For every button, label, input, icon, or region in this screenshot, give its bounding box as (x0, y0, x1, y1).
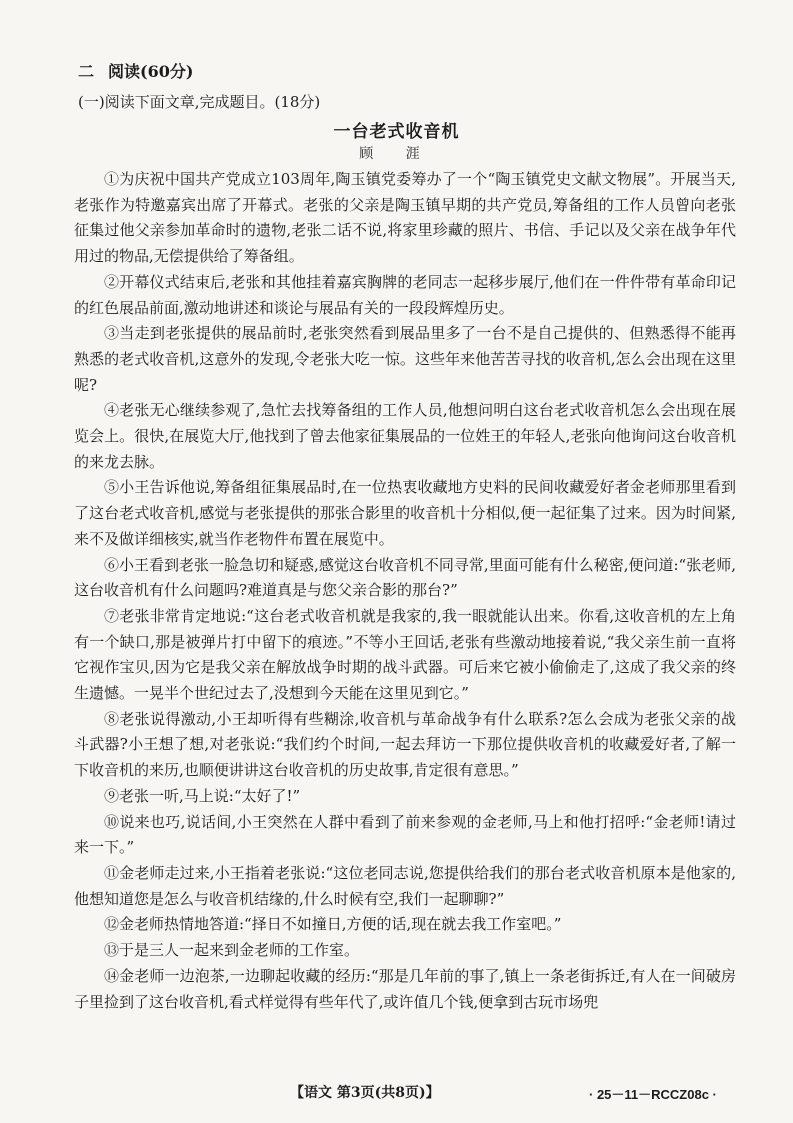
paragraph-2: ②开幕仪式结束后,老张和其他挂着嘉宾胸牌的老同志一起移步展厅,他们在一件件带有革命印记的红色展品前面,激动地讲述和谈论与展品有关的一段段辉煌历史。 (74, 272, 736, 317)
page-number-label: 【语文 第3页(共8页)】 (290, 1085, 440, 1101)
subsection-instruction: (一)阅读下面文章,完成题目。(18分) (78, 93, 321, 111)
paragraph-9: ⑨老张一听,马上说:“太好了!” (104, 786, 301, 805)
article-body (74, 167, 736, 1015)
paragraph-8: ⑧老张说得激动,小王却听得有些糊涂,收音机与革命战争有什么联系?怎么会成为老张父亲的战斗武器?小王想了想,对老张说:“我们约个时间,一起去拜访一下那位提供收音机的收藏爱好者,了解一下收音机的来历,也顺便讲讲这台收音机的历史故事,肯定很有意思。” (74, 709, 736, 780)
paragraph-14: ⑭金老师一边泡茶,一边聊起收藏的经历:“那是几年前的事了,镇上一条老街拆迁,有人在一间破房子里捡到了这台收音机,看式样觉得有些年代了,或许值几个钱,便拿到古玩市场兜 (74, 966, 736, 1011)
section-number: 二 (78, 62, 95, 81)
paragraph-12: ⑫金老师热情地答道:“择日不如撞日,方便的话,现在就去我工作室吧。” (104, 915, 562, 934)
section-heading (78, 59, 193, 82)
paragraph-7: ⑦老张非常肯定地说:“这台老式收音机就是我家的,我一眼就能认出来。你看,这收音机的左上角有一个缺口,那是被弹片打中留下的痕迹。”不等小王回话,老张有些激动地接着说,“我父亲生前一直将它视作宝贝,因为它是我父亲在解放战争时期的战斗武器。可后来它被小偷偷走了,这成了我父亲的终生遗憾。一晃半个世纪过去了,没想到今天能在这里见到它。” (74, 606, 736, 703)
section-title: 阅读(60分) (108, 62, 194, 81)
paragraph-4: ④老张无心继续参观了,急忙去找筹备组的工作人员,他想问明白这台老式收音机怎么会出现在展览会上。很快,在展览大厅,他找到了曾去他家征集展品的一位姓王的年轻人,老张向他询问这台收音机的来龙去脉。 (74, 401, 736, 471)
paragraph-5: ⑤小王告诉他说,筹备组征集展品时,在一位热衷收藏地方史料的民间收藏爱好者金老师那里看到了这台老式收音机,感觉与老张提供的那张合影里的收音机十分相似,便一起征集了过来。因为时间紧,来不及做详细核实,就当作老物件布置在展览中。 (74, 478, 736, 548)
paragraph-6: ⑥小王看到老张一脸急切和疑惑,感觉这台收音机不同寻常,里面可能有什么秘密,便问道:“张老师,这台收音机有什么问题吗?难道真是与您父亲合影的那台?” (74, 555, 736, 600)
paragraph-1: ①为庆祝中国共产党成立103周年,陶玉镇党委筹办了一个“陶玉镇党史文献文物展”。开展当天,老张作为特邀嘉宾出席了开幕式。老张的父亲是陶玉镇早期的共产党员,筹备组的工作人员曾向老张征集过他父亲参加革命时的遗物,老张二话不说,将家里珍藏的照片、书信、手记以及父亲在战争年代用过的物品,无偿提供给了筹备组。 (74, 170, 736, 266)
article-author: 顾 涯 (359, 146, 434, 162)
article-title: 一台老式收音机 (333, 122, 460, 142)
paragraph-3: ③当走到老张提供的展品前时,老张突然看到展品里多了一台不是自己提供的、但熟悉得不能再熟悉的老式收音机,这意外的发现,令老张大吃一惊。这些年来他苦苦寻找的收音机,怎么会出现在这里呢? (74, 324, 736, 394)
paragraph-11: ⑪金老师走过来,小王指着老张说:“这位老同志说,您提供给我们的那台老式收音机原本是他家的,他想知道您是怎么与收音机结缘的,什么时候有空,我们一起聊聊?” (74, 863, 736, 908)
paragraph-10: ⑩说来也巧,说话间,小王突然在人群中看到了前来参观的金老师,马上和他打招呼:“金老师!请过来一下。” (74, 812, 736, 857)
exam-code-text: · 25－11－RCCZ08c · (589, 1087, 717, 1102)
exam-code (585, 1084, 717, 1103)
paragraph-13: ⑬于是三人一起来到金老师的工作室。 (104, 941, 360, 960)
